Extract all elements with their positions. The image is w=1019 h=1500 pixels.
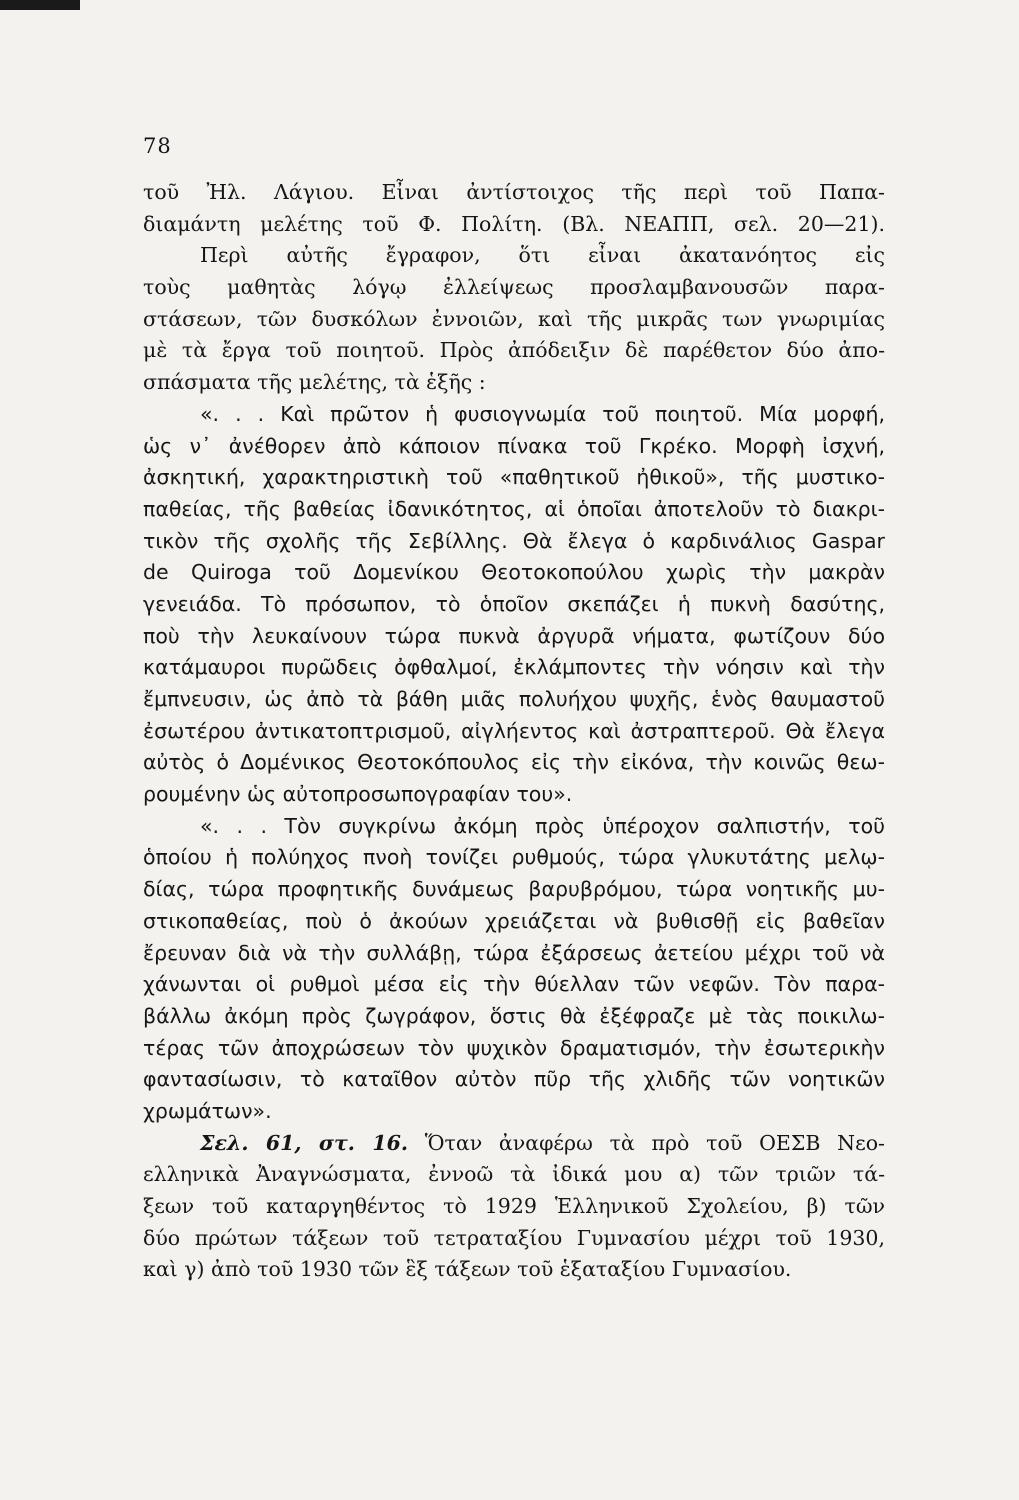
page-body (143, 177, 885, 1286)
section-reference: Σελ. 61, στ. 16. (200, 1130, 408, 1155)
text-line: ἔμπνευσιν, ὡς ἀπὸ τὰ βάθη μιᾶς πολυήχου ψυχῆς, ἑνὸς θαυμαστοῦ (143, 687, 885, 711)
text-line: σπάσματα τῆς μελέτης, τὰ ἑξῆς : (143, 370, 486, 395)
quotation-second (143, 811, 885, 1128)
text-line: de Quiroga τοῦ Δομενίκου Θεοτοκοπούλου χωρὶς τὴν μακρὰν (143, 560, 885, 585)
text-line: τικὸν τῆς σχολῆς τῆς Σεβίλλης. Θὰ ἔλεγα ὁ καρδινάλιος Gaspar (143, 528, 885, 553)
text-line: «. . . Τὸν συγκρίνω ἀκόμη πρὸς ὑπέροχον σαλπιστήν, τοῦ (200, 813, 885, 838)
text-line: βάλλω ἀκόμη πρὸς ζωγράφον, ὅστις θὰ ἐξέφραζε μὲ τὰς ποικιλω- (143, 1003, 885, 1028)
text-line: ξεων τοῦ καταργηθέντος τὸ 1929 Ἑλληνικοῦ Σχολείου, β) τῶν (143, 1194, 885, 1218)
text-line: διαμάντη μελέτης τοῦ Φ. Πολίτη. (Βλ. ΝΕΑΠΠ, σελ. 20—21). (143, 211, 885, 236)
text-line: κατάμαυροι πυρῶδεις ὀφθαλμοί, ἐκλάμποντες τὴν νόησιν καὶ τὴν (143, 655, 885, 680)
text-line: δύο πρώτων τάξεων τοῦ τετραταξίου Γυμνασίου μέχρι τοῦ 1930, (143, 1225, 885, 1250)
text-line: τοῦ Ἠλ. Λάγιου. Εἶναι ἀντίστοιχος τῆς περὶ τοῦ Παπα- (143, 180, 885, 204)
text-line: τέρας τῶν ἀποχρώσεων τὸν ψυχικὸν δραματισμόν, τὴν ἐσωτερικὴν (143, 1035, 885, 1060)
text-line: ελληνικὰ Ἀναγνώσματα, ἐννοῶ τὰ ἰδικά μου α) τῶν τριῶν τά- (143, 1162, 885, 1187)
text-line: ὡς ν᾿ ἀνέθορεν ἀπὸ κάποιον πίνακα τοῦ Γκρέκο. Μορφὴ ἰσχνή, (143, 433, 885, 458)
text-line: δίας, τώρα προφητικῆς δυνάμεως βαρυβρόμου, τώρα νοητικῆς μυ- (143, 877, 885, 902)
section-note (143, 1128, 885, 1286)
text-line: ἀσκητική, χαρακτηριστικὴ τοῦ «παθητικοῦ ἠθικοῦ», τῆς μυστικο- (143, 465, 885, 490)
paragraph-intro (143, 177, 885, 399)
text-line: χάνωνται οἱ ρυθμοὶ μέσα εἰς τὴν θύελλαν τῶν νεφῶν. Τὸν παρα- (143, 972, 885, 997)
text-line: παθείας, τῆς βαθείας ἰδανικότητος, αἱ ὁποῖαι ἀποτελοῦν τὸ διακρι- (143, 496, 885, 521)
text-line: φαντασίωσιν, τὸ καταῖθον αὐτὸν πῦρ τῆς χλιδῆς τῶν νοητικῶν (143, 1067, 885, 1092)
text-line: μὲ τὰ ἔργα τοῦ ποιητοῦ. Πρὸς ἀπόδειξιν δὲ παρέθετον δύο ἀπο- (143, 338, 885, 363)
text-line: καὶ γ) ἀπὸ τοῦ 1930 τῶν ἓξ τάξεων τοῦ ἑξαταξίου Γυμνασίου. (143, 1257, 792, 1282)
text-line: στικοπαθείας, ποὺ ὁ ἀκούων χρειάζεται νὰ βυθισθῇ εἰς βαθεῖαν (143, 908, 885, 933)
quotation-first (143, 399, 885, 811)
text-line: Περὶ αὐτῆς ἔγραφον, ὅτι εἶναι ἀκατανόητος εἰς (200, 243, 885, 268)
text-line: τοὺς μαθητὰς λόγῳ ἐλλείψεως προσλαμβανουσῶν παρα- (143, 275, 885, 300)
text-line: χρωμάτων». (143, 1098, 272, 1123)
text-line: αὐτὸς ὁ Δομένικος Θεοτοκόπουλος εἰς τὴν εἰκόνα, τὴν κοινῶς θεω- (143, 750, 885, 775)
text-line: ἐσωτέρου ἀντικατοπτρισμοῦ, αἰγλήεντος καὶ ἀστραπτεροῦ. Θὰ ἔλεγα (143, 718, 885, 743)
text-line: ὁποίου ἡ πολύηχος πνοὴ τονίζει ρυθμούς, τώρα γλυκυτάτης μελῳ- (143, 845, 885, 870)
text-line: στάσεων, τῶν δυσκόλων ἐννοιῶν, καὶ τῆς μικρᾶς των γνωριμίας (143, 306, 885, 331)
text-line: ἔρευναν διὰ νὰ τὴν συλλάβῃ, τώρα ἐξάρσεως ἀετείου μέχρι τοῦ νὰ (143, 940, 885, 965)
text-line: ποὺ τὴν λευκαίνουν τώρα πυκνὰ ἀργυρᾶ νήματα, φωτίζουν δύο (143, 623, 885, 648)
text-line: ρουμένην ὡς αὐτοπροσωπογραφίαν του». (143, 782, 573, 807)
scan-edge-mark (0, 0, 80, 10)
text-line: γενειάδα. Τὸ πρόσωπον, τὸ ὁποῖον σκεπάζει ἡ πυκνὴ δασύτης, (143, 591, 885, 616)
page-number: 78 (143, 134, 172, 158)
text-line (143, 1128, 885, 1160)
section-text: Ὅταν ἀναφέρω τὰ πρὸ τοῦ ΟΕΣΒ Νεο- (424, 1130, 885, 1155)
text-line: «. . . Καὶ πρῶτον ἡ φυσιογνωμία τοῦ ποιητοῦ. Μία μορφή, (200, 401, 885, 426)
